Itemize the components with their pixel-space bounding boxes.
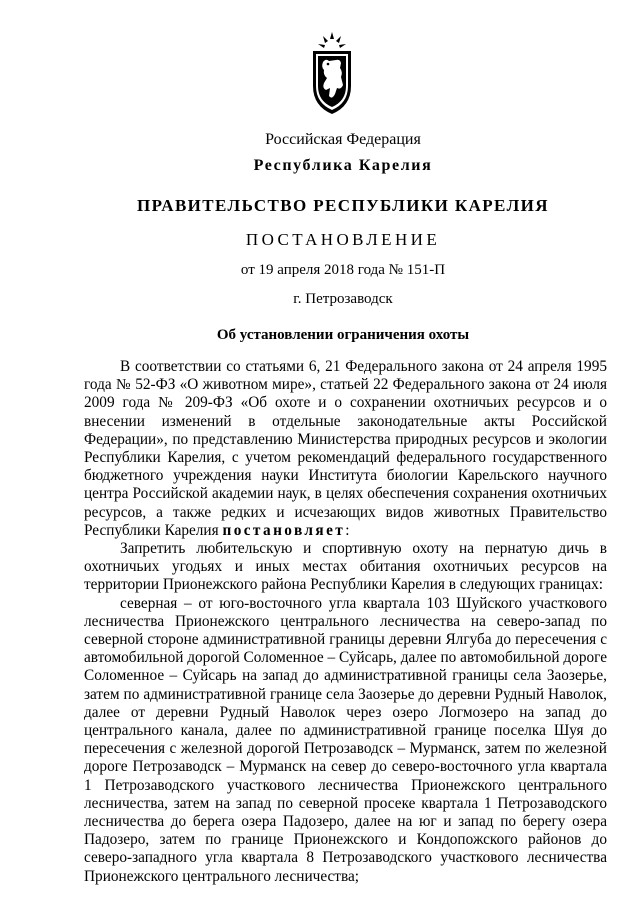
document-city: г. Петрозаводск (293, 291, 393, 307)
document-subject: Об установлении ограничения охоты (216, 327, 470, 343)
paragraph-preamble (84, 358, 607, 540)
preamble-text: В соответствии со статьями 6, 21 Федерального закона от 24 апреля 1995 года № 52-ФЗ «О животном мире», статьей 22 Федерального закона от 24 июля 2009 года № 209-ФЗ «Об охоте и о сохранении охотничьих ресурсов и о внесении изменений в отдельные законодательные акты Российской Федерации», по представлению Министерства природных ресурсов и экологии Республики Карелия, с учетом рекомендаций федерального государственного бюджетного учреждения науки Института биологии Карельского научного центра Российской академии наук, в целях обеспечения сохранения охотничьих ресурсов, а также редких и исчезающих видов животных Правительство Республики Карелия (84, 358, 607, 539)
document-type: ПОСТАНОВЛЕНИЕ (245, 230, 441, 249)
government-title: ПРАВИТЕЛЬСТВО РЕСПУБЛИКИ КАРЕЛИЯ (137, 196, 549, 215)
karelia-coat-of-arms-icon (310, 30, 354, 116)
federation-name: Российская Федерация (265, 131, 421, 148)
republic-name: Республика Карелия (253, 157, 433, 174)
paragraph-northern-border: северная – от юго-восточного угла квартала 103 Шуйского участкового лесничества Прионежского центрального лесничества на северо-запад по северной стороне административной границы деревни Ялгуба до пересечения с автомобильной дорогой Соломенное – Суйсарь, далее по автомобильной дороге Соломенное – Суйсарь на запад до административной границы села Заозерье, затем по административной границе села Заозерье до деревни Рудный Наволок, далее от деревни Рудный Наволок через озеро Логмозеро на запад до центрального канала, далее по административной границе поселка Шуя до пересечения с железной дорогой Петрозаводск – Мурманск, затем по железной дороге Петрозаводск – Мурманск на север до северо-восточного угла квартала 1 Петрозаводского участкового лесничества Прионежского центрального лесничества, затем на запад по северной просеке квартала 1 Петрозаводского лесничества до берега озера Падозеро, далее на юг и запад по берегу озера Падозеро, затем по границе Прионежского и Кондопожского районов до северо-западного угла квартала 8 Петрозаводского участкового лесничества Прионежского центрального лесничества; (84, 594, 607, 885)
document-body (84, 358, 607, 886)
paragraph-prohibition: Запретить любительскую и спортивную охоту на пернатую дичь в охотничьих угодьях и иных местах обитания охотничьих ресурсов на территории Прионежского района Республики Карелия в следующих границах: (84, 540, 607, 594)
preamble-end: : (345, 521, 350, 539)
document-date-number: от 19 апреля 2018 года № 151-П (240, 262, 446, 278)
decree-keyword: постановляет (222, 521, 346, 539)
